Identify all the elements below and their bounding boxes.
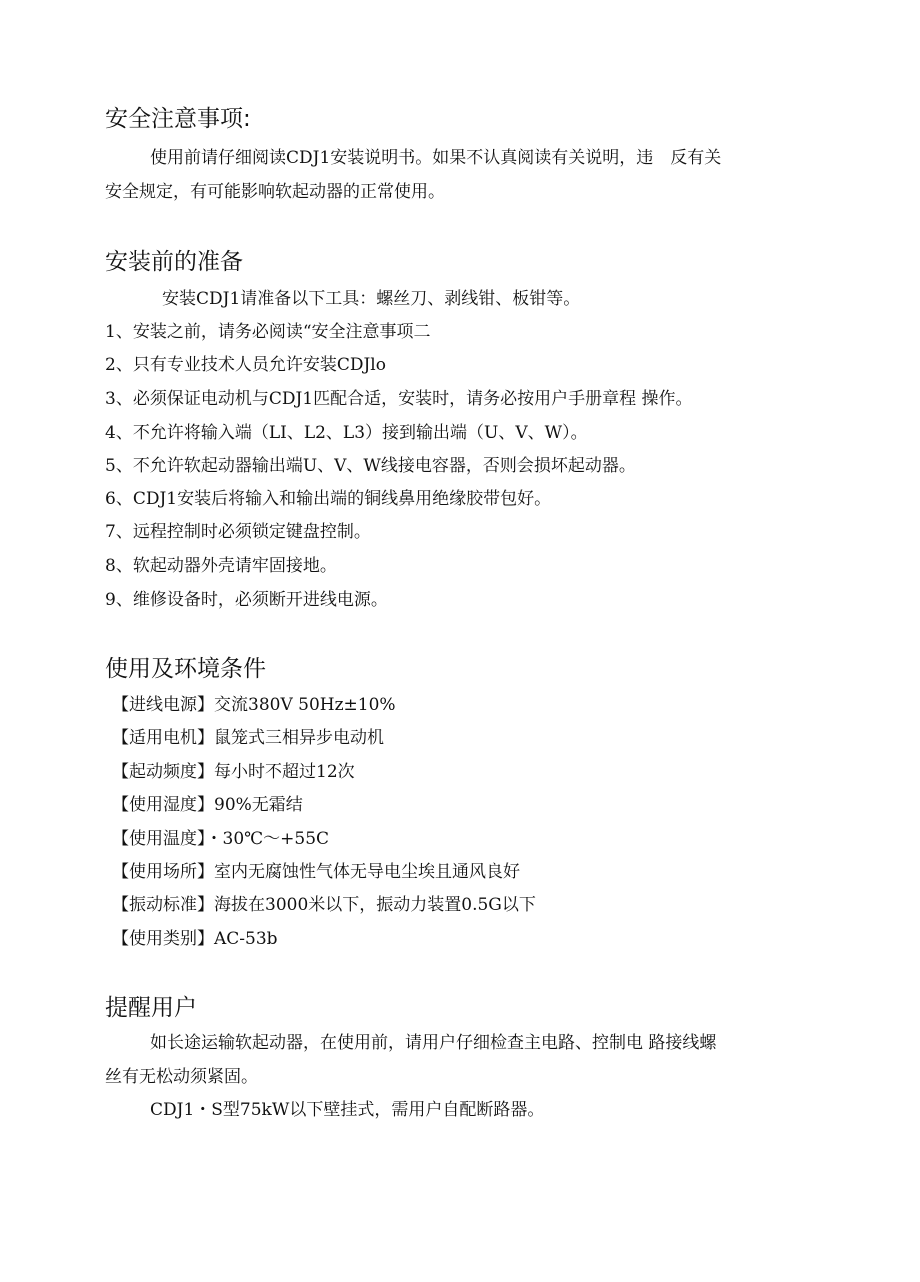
prep-intro: 安装CDJ1请准备以下工具：螺丝刀、剥线钳、板钳等。 bbox=[162, 289, 581, 309]
safety-paragraph-line-1: 使用前请仔细阅读CDJ1安装说明书。如果不认真阅读有关说明，违 反有关 bbox=[150, 148, 722, 168]
reminder-paragraph-2: CDJ1・S型75kW以下壁挂式，需用户自配断路器。 bbox=[150, 1100, 545, 1120]
prep-item-9: 9、维修设备时，必须断开进线电源。 bbox=[105, 590, 388, 610]
prep-item-6: 6、CDJ1安装后将输入和输出端的铜线鼻用绝缘胶带包好。 bbox=[105, 489, 552, 509]
prep-item-3: 3、必须保证电动机与CDJ1匹配合适，安装时，请务必按用户手册章程 操作。 bbox=[105, 389, 693, 409]
prep-heading: 安装前的准备 bbox=[105, 249, 243, 275]
env-item-temperature: 【使用温度】・30℃〜+55C bbox=[112, 829, 330, 849]
env-item-category: 【使用类别】AC-53b bbox=[112, 929, 278, 949]
env-item-humidity: 【使用湿度】90%无霜结 bbox=[112, 795, 303, 815]
prep-item-8: 8、软起动器外壳请牢固接地。 bbox=[105, 556, 337, 576]
env-item-vibration: 【振动标准】海拔在3000米以下，振动力装置0.5G以下 bbox=[112, 895, 536, 915]
safety-paragraph-line-2: 安全规定，有可能影响软起动器的正常使用。 bbox=[105, 182, 445, 202]
prep-item-7: 7、远程控制时必须锁定键盘控制。 bbox=[105, 522, 371, 542]
env-item-location: 【使用场所】室内无腐蚀性气体无导电尘埃且通风良好 bbox=[112, 862, 520, 882]
prep-item-1: 1、安装之前，请务必阅读“安全注意事项二 bbox=[105, 322, 431, 342]
env-item-motor: 【适用电机】鼠笼式三相异步电动机 bbox=[112, 728, 384, 748]
safety-heading: 安全注意事项: bbox=[105, 106, 251, 132]
prep-item-5: 5、不允许软起动器输出端U、V、W线接电容器，否则会损坏起动器。 bbox=[105, 456, 636, 476]
reminder-paragraph-line-1: 如长途运输软起动器，在使用前，请用户仔细检查主电路、控制电 路接线螺 bbox=[150, 1033, 717, 1053]
reminder-paragraph-line-2: 丝有无松动须紧固。 bbox=[105, 1067, 258, 1087]
prep-item-4: 4、不允许将输入端（LI、L2、L3）接到输出端（U、V、W）。 bbox=[105, 423, 588, 443]
env-heading: 使用及环境条件 bbox=[105, 656, 266, 682]
prep-item-2: 2、只有专业技术人员允许安装CDJlo bbox=[105, 355, 386, 375]
reminder-heading: 提醒用户 bbox=[105, 995, 197, 1021]
env-item-power: 【进线电源】交流380V 50Hz±10% bbox=[112, 695, 396, 715]
env-item-frequency: 【起动频度】每小时不超过12次 bbox=[112, 762, 355, 782]
